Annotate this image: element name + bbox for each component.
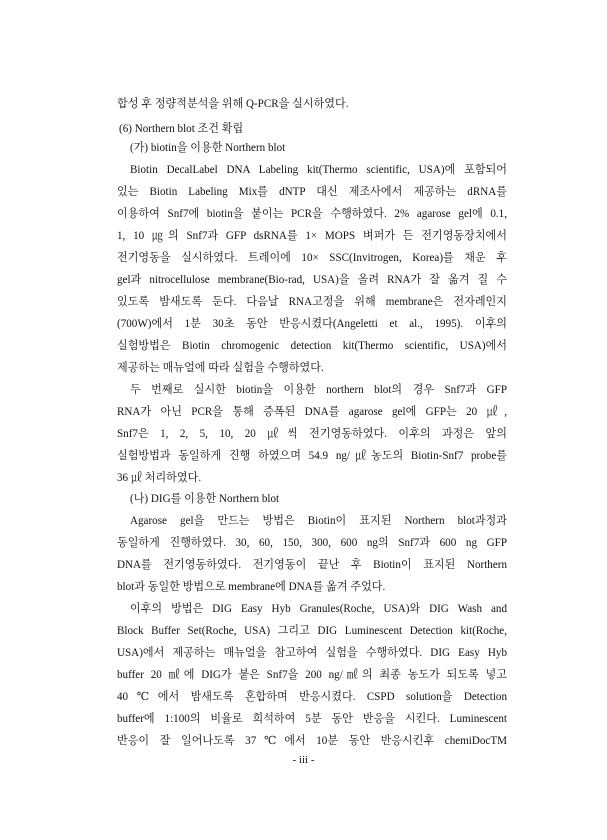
body-line: 전기영동을 실시하였다. 트레이에 10× SSC(Invitrogen, Korea)를 채운 후 xyxy=(117,252,507,264)
body-line: RNA가 아닌 PCR을 통해 증폭된 DNA를 agarose gel에 GFP는 20 ㎕, xyxy=(117,406,507,418)
body-line: 있도록 밤새도록 둔다. 다음날 RNA고정을 위해 membrane은 전자레인지 xyxy=(117,296,507,308)
subsection-heading: (가) biotin을 이용한 Northern blot xyxy=(130,142,286,154)
page-number: - iii - xyxy=(292,754,315,766)
body-line: 동일하게 진행하였다. 30, 60, 150, 300, 600 ng의 Snf7과 600 ng GFP xyxy=(117,537,507,549)
body-line: 이후의 방법은 DIG Easy Hyb Granules(Roche, USA)와 DIG Wash and xyxy=(130,603,507,615)
subsection-heading: (나) DIG를 이용한 Northern blot xyxy=(130,493,280,505)
body-line: 36 ㎕ 처리하였다. xyxy=(117,472,202,484)
body-line: (700W)에서 1분 30초 동안 반응시켰다(Angeletti et al., 1995). 이후의 xyxy=(117,318,507,330)
body-line: Biotin DecalLabel DNA Labeling kit(Thermo scientific, USA)에 포함되어 xyxy=(130,164,507,176)
body-line: 40℃에서 밤새도록 혼합하며 반응시켰다. CSPD solution을 Detection xyxy=(117,691,507,703)
body-line: 실험방법과 동일하게 진행 하였으며 54.9 ng/㎕농도의 Biotin-Snf7 probe를 xyxy=(117,450,507,462)
body-line: 1, 10 ㎍의 Snf7과 GFP dsRNA를 1× MOPS 벼퍼가 든 전기영동장치에서 xyxy=(117,230,507,242)
body-line: Snf7은 1, 2, 5, 10, 20 ㎕씩 전기영동하였다. 이후의 과정은 앞의 xyxy=(117,428,507,440)
body-line: Block Buffer Set(Roche, USA) 그리고 DIG Luminescent Detection kit(Roche, xyxy=(117,625,507,637)
body-line: buffer에 1:100의 비율로 희석하여 5분 동안 반응을 시킨다. Luminescent xyxy=(117,713,507,725)
body-line: 이용하여 Snf7에 biotin을 붙이는 PCR을 수행하였다. 2% agarose gel에 0.1, xyxy=(117,208,507,220)
body-line: 있는 Biotin Labeling Mix를 dNTP 대신 제조사에서 제공하는 dRNA를 xyxy=(117,186,507,198)
body-line: buffer 20 ㎖에 DIG가 붙은 Snf7을 200 ng/㎖의 최종 농도가 되도록 넣고 xyxy=(117,669,507,681)
body-line: 실험방법은 Biotin chromogenic detection kit(Thermo scientific, USA)에서 xyxy=(117,340,507,352)
body-line: blot과 동일한 방법으로 membrane에 DNA를 옮겨 주었다. xyxy=(117,581,386,593)
body-line: 반응이 잘 일어나도록 37℃에서 10분 동안 반응시킨후 chemiDocTM xyxy=(117,735,507,747)
body-line: DNA를 전기영동하였다. 전기영동이 끝난 후 Biotin이 표지된 Northern xyxy=(117,559,507,571)
body-line: 합성 후 정량적분석을 위해 Q-PCR을 실시하였다. xyxy=(117,98,349,110)
body-line: USA)에서 제공하는 매뉴얼을 참고하여 실험을 수행하였다. DIG Easy Hyb xyxy=(117,647,507,659)
body-line: gel과 nitrocellulose membrane(Bio-rad, USA)을 올려 RNA가 잘 옮겨 질 수 xyxy=(117,274,507,286)
body-line: 제공하는 매뉴얼에 따라 실험을 수행하였다. xyxy=(117,362,324,374)
body-line: 두 번째로 실시한 biotin을 이용한 northern blot의 경우 Snf7과 GFP xyxy=(130,384,507,396)
body-line: Agarose gel을 만드는 방법은 Biotin이 표지된 Northern blot과정과 xyxy=(130,515,507,527)
section-heading: (6) Northern blot 조건 확립 xyxy=(119,123,244,135)
